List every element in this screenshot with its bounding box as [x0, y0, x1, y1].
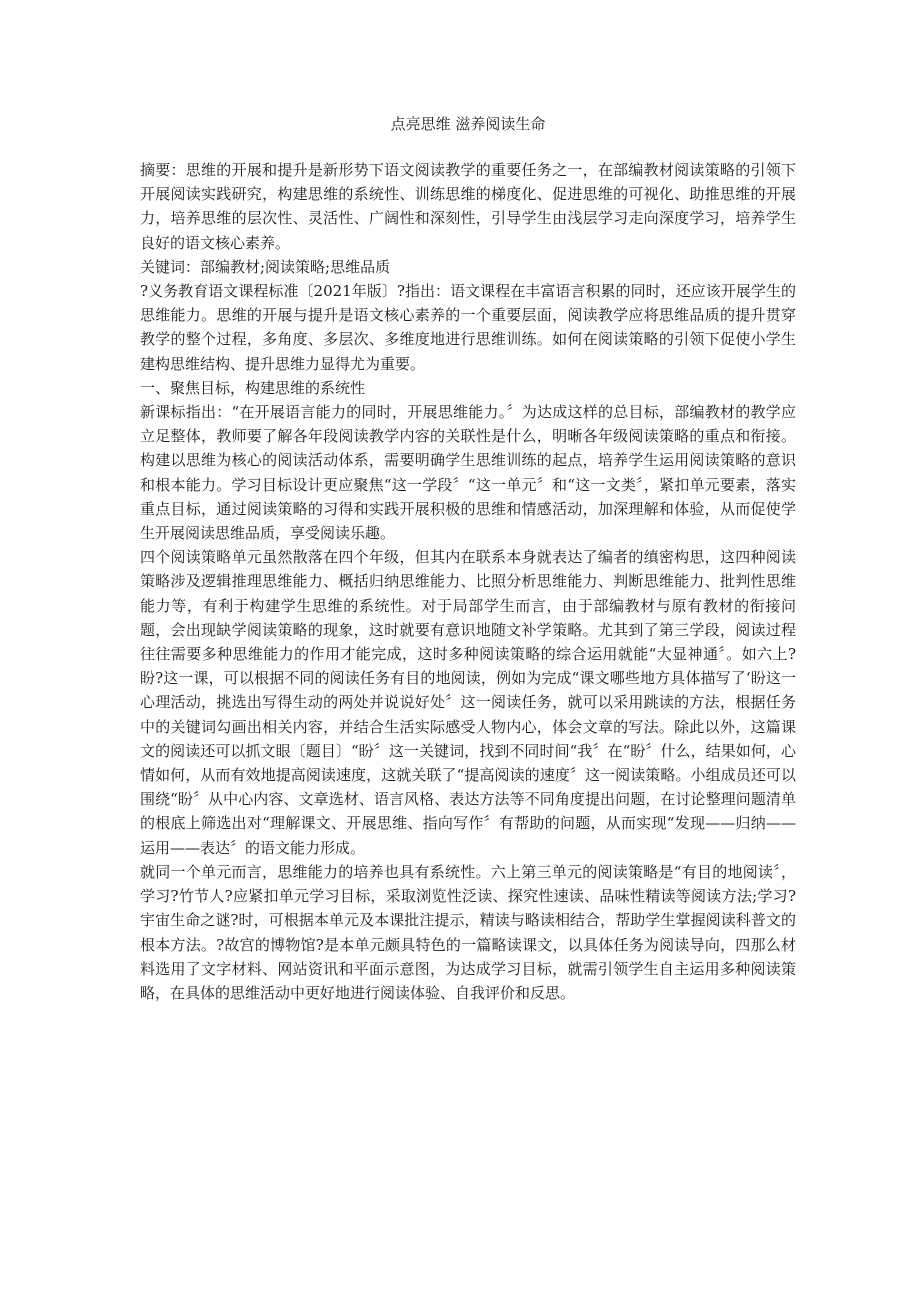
body-paragraph: 四个阅读策略单元虽然散落在四个年级，但其内在联系本身就表达了编者的缜密构思，这四种阅读策略涉及逻辑推理思维能力、概括归纳思维能力、比照分析思维能力、判断思维能力、批判性思维能力等，有利于构建学生思维的系统性。对于局部学生而言，由于部编教材与原有教材的衔接问题，会出现缺学阅读策略的现象，这时就要有意识地随文补学策略。尤其到了第三学段，阅读过程往往需要多种思维能力的作用才能完成，这时多种阅读策略的综合运用就能“大显神通〞。如六上?盼?这一课，可以根据不同的阅读任务有目的地阅读，例如为完成“课文哪些地方具体描写了‘盼这一心理活动，挑选出写得生动的两处并说说好处〞这一阅读任务，就可以采用跳读的方法，根据任务中的关键词勾画出相关内容，并结合生活实际感受人物内心，体会文章的写法。除此以外，这篇课文的阅读还可以抓文眼〔题目〕“盼〞这一关键词，找到不同时间“我〞在“盼〞什么，结果如何，心情如何，从而有效地提高阅读速度，这就关联了“提高阅读的速度〞这一阅读策略。小组成员还可以围绕“盼〞从中心内容、文章选材、语言风格、表达方法等不同角度提出问题，在讨论整理问题清单的根底上筛选出对“理解课文、开展思维、指向写作〞有帮助的问题，从而实现“发现——归纳——运用——表达〞的语文能力形成。	[140, 548, 796, 857]
keywords-line: 关键词：部编教材;阅读策略;思维品质	[140, 257, 391, 276]
body-paragraph-intro: ?义务教育语文课程标准〔2021年版〕?指出：语文课程在丰富语言积累的同时，还应该开展学生的思维能力。思维的开展与提升是语文核心素养的一个重要层面，阅读教学应将思维品质的提升贯穿教学的整个过程，多角度、多层次、多维度地进行思维训练。如何在阅读策略的引领下促使小学生建构思维结构、提升思维力显得尤为重要。	[140, 282, 796, 373]
abstract-paragraph: 摘要：思维的开展和提升是新形势下语文阅读教学的重要任务之一，在部编教材阅读策略的引领下开展阅读实践研究，构建思维的系统性、训练思维的梯度化、促进思维的可视化、助推思维的开展力，培养思维的层次性、灵活性、广阔性和深刻性，引导学生由浅层学习走向深度学习，培养学生良好的语文核心素养。	[140, 161, 796, 252]
section-heading-1: 一、聚焦目标，构建思维的系统性	[140, 378, 366, 397]
document-page	[140, 112, 796, 1005]
body-paragraph: 就同一个单元而言，思维能力的培养也具有系统性。六上第三单元的阅读策略是“有目的地阅读〞，学习?竹节人?应紧扣单元学习目标，采取浏览性泛读、探究性速读、品味性精读等阅读方法;学习?宇宙生命之谜?时，可根据本单元及本课批注提示，精读与略读相结合，帮助学生掌握阅读科普文的根本方法。?故宫的博物馆?是本单元颇具特色的一篇略读课文，以具体任务为阅读导向，四那么材料选用了文字材料、网站资讯和平面示意图，为达成学习目标，就需引领学生自主运用多种阅读策略，在具体的思维活动中更好地进行阅读体验、自我评价和反思。	[140, 862, 796, 1002]
body-paragraph: 新课标指出：“在开展语言能力的同时，开展思维能力。〞为达成这样的总目标，部编教材的教学应立足整体，教师要了解各年段阅读教学内容的关联性是什么，明晰各年级阅读策略的重点和衔接。构建以思维为核心的阅读活动体系，需要明确学生思维训练的起点，培养学生运用阅读策略的意识和根本能力。学习目标设计更应聚焦“这一学段〞“这一单元〞和“这一文类〞，紧扣单元要素，落实重点目标，通过阅读策略的习得和实践开展积极的思维和情感活动，加深理解和体验，从而促使学生开展阅读思维品质，享受阅读乐趣。	[140, 403, 796, 543]
document-title: 点亮思维 滋养阅读生命	[390, 115, 546, 133]
